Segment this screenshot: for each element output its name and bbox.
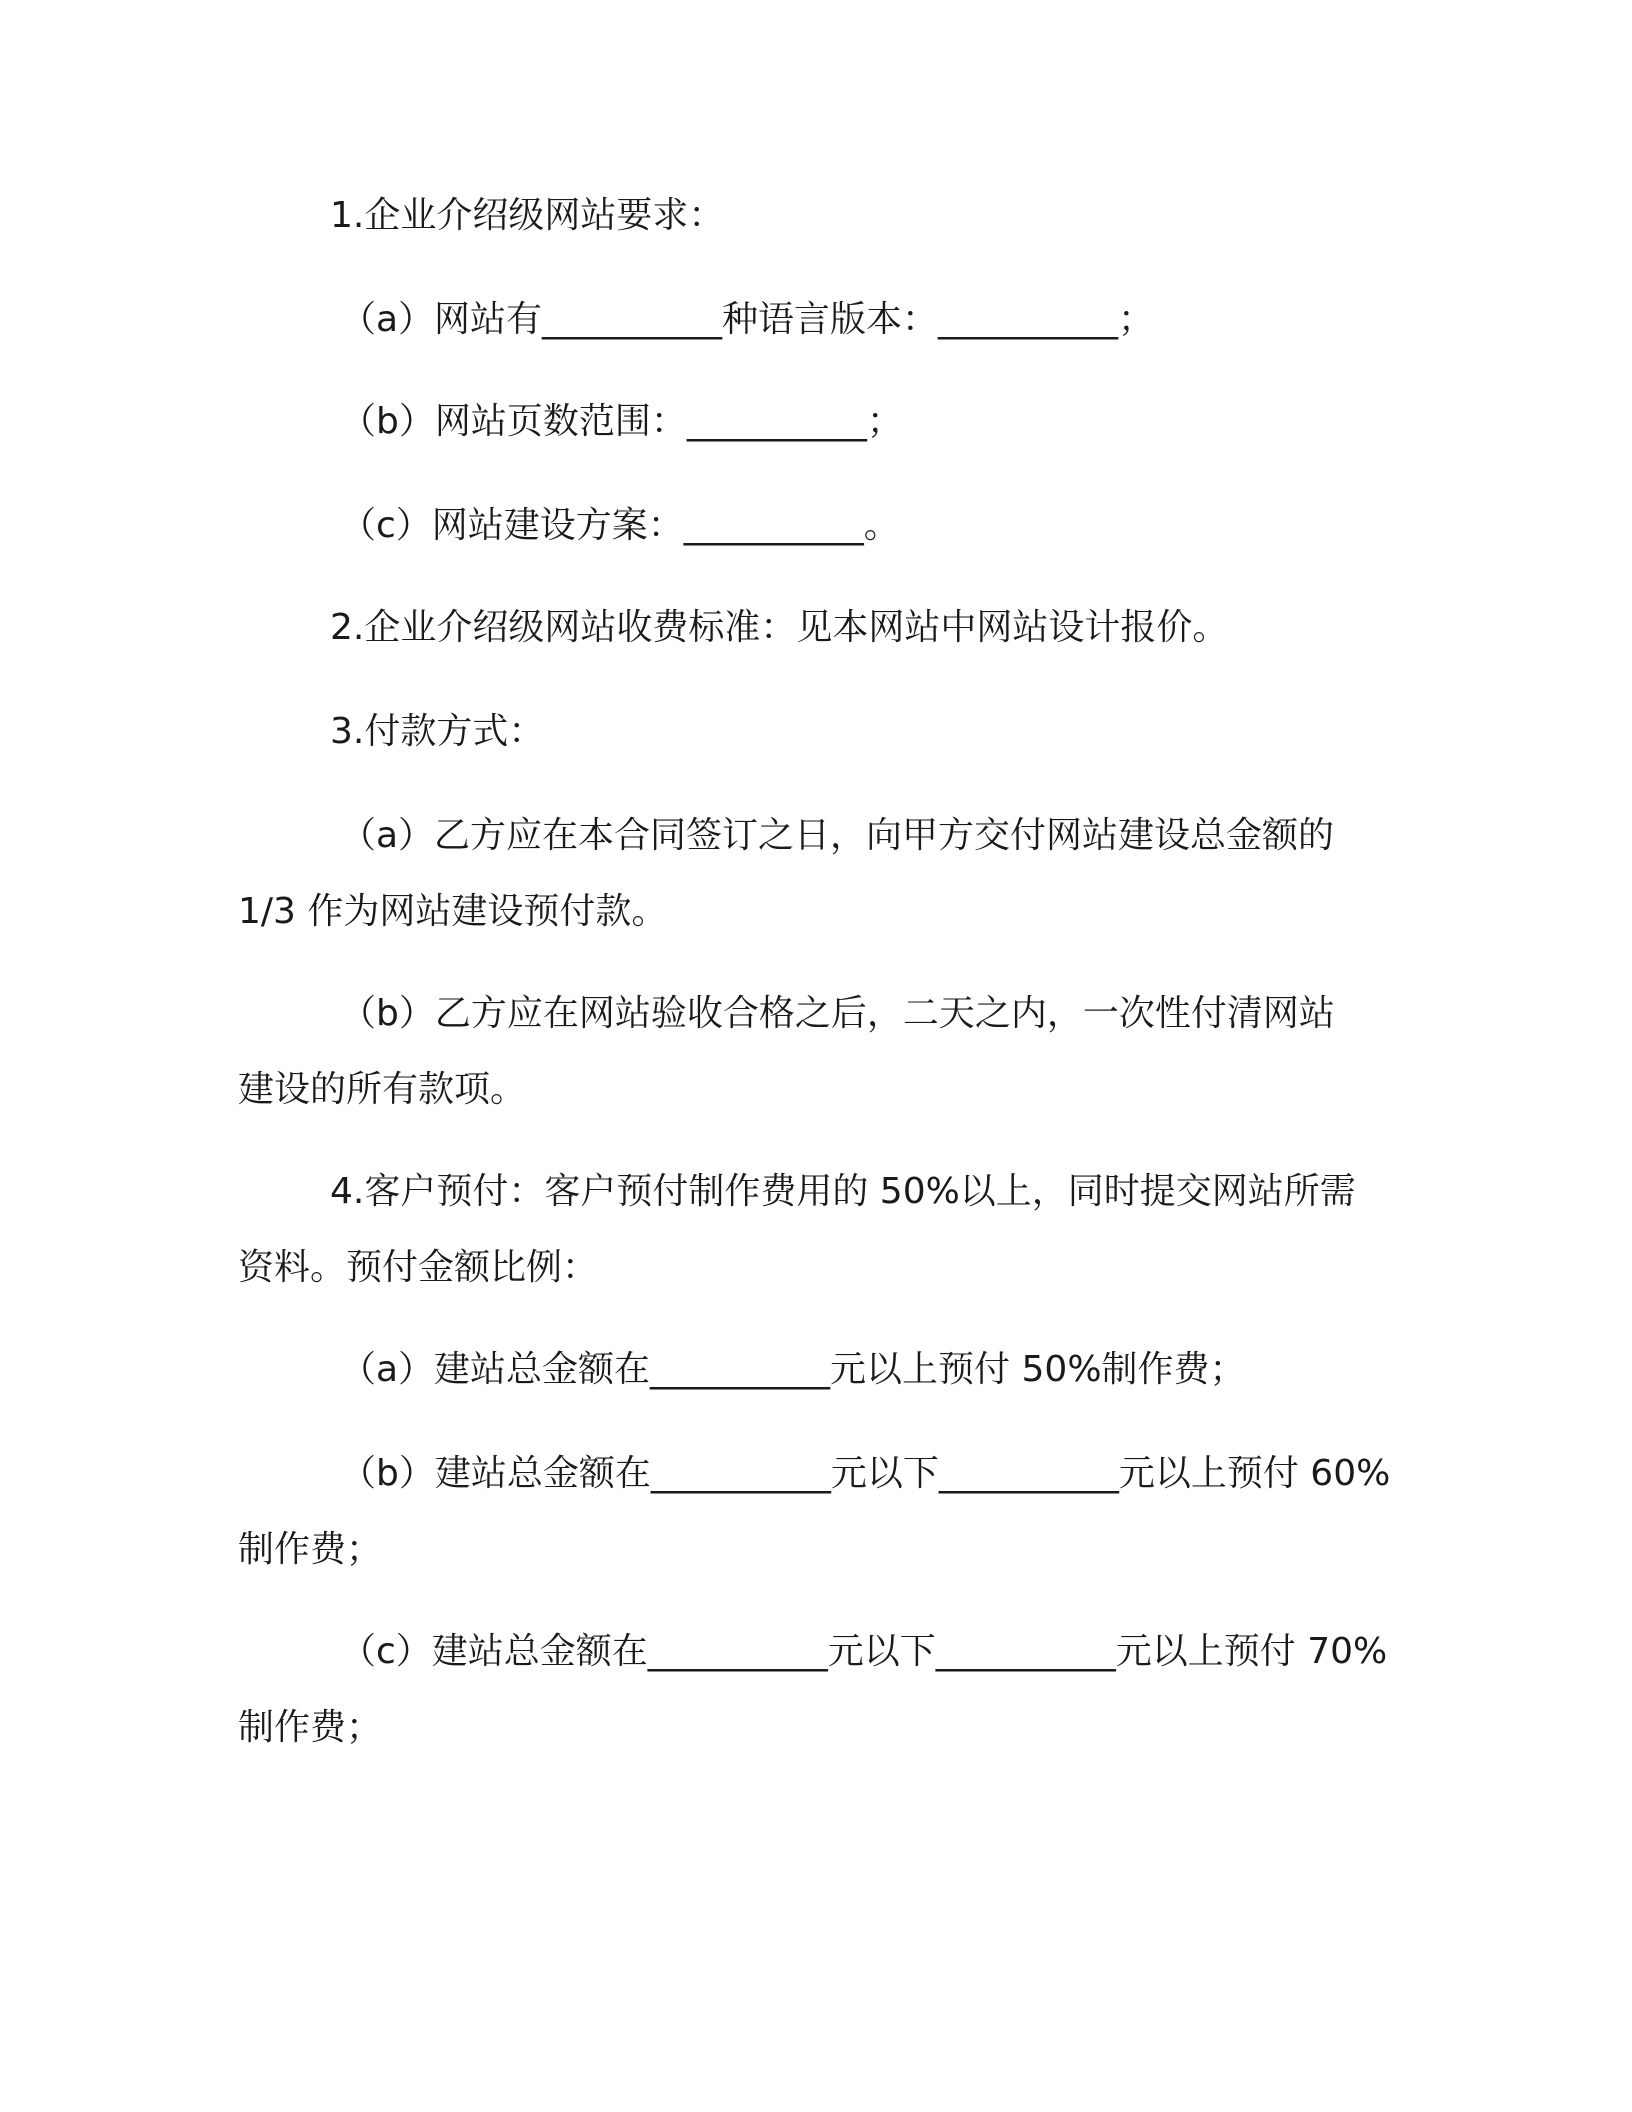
item-1c: （c）网站建设方案：__________。 [340,505,900,546]
item-3a-line2: 1/3 作为网站建设预付款。 [238,891,668,932]
item-4c-line1: （c）建站总金额在__________元以下__________元以上预付 70% [340,1631,1388,1672]
section-1-heading: 1.企业介绍级网站要求： [330,195,725,236]
item-1b: （b）网站页数范围：__________； [340,401,903,442]
item-4b-line1: （b）建站总金额在__________元以下__________元以上预付 60% [340,1453,1391,1494]
section-2-heading: 2.企业介绍级网站收费标准：见本网站中网站设计报价。 [330,607,1229,648]
item-1a: （a）网站有__________种语言版本：__________； [340,299,1155,340]
item-4a: （a）建站总金额在__________元以上预付 50%制作费； [340,1349,1246,1390]
item-4b-line2: 制作费； [238,1529,383,1570]
item-3b-line2: 建设的所有款项。 [238,1069,527,1110]
section-4-line2: 资料。预付金额比例： [238,1247,599,1288]
item-3b-line1: （b）乙方应在网站验收合格之后，二天之内，一次性付清网站 [340,993,1335,1034]
section-3-heading: 3.付款方式： [330,711,545,752]
item-3a-line1: （a）乙方应在本合同签订之日，向甲方交付网站建设总金额的 [340,815,1335,856]
section-4-line1: 4.客户预付：客户预付制作费用的 50%以上，同时提交网站所需 [330,1171,1356,1212]
item-4c-line2: 制作费； [238,1707,383,1748]
